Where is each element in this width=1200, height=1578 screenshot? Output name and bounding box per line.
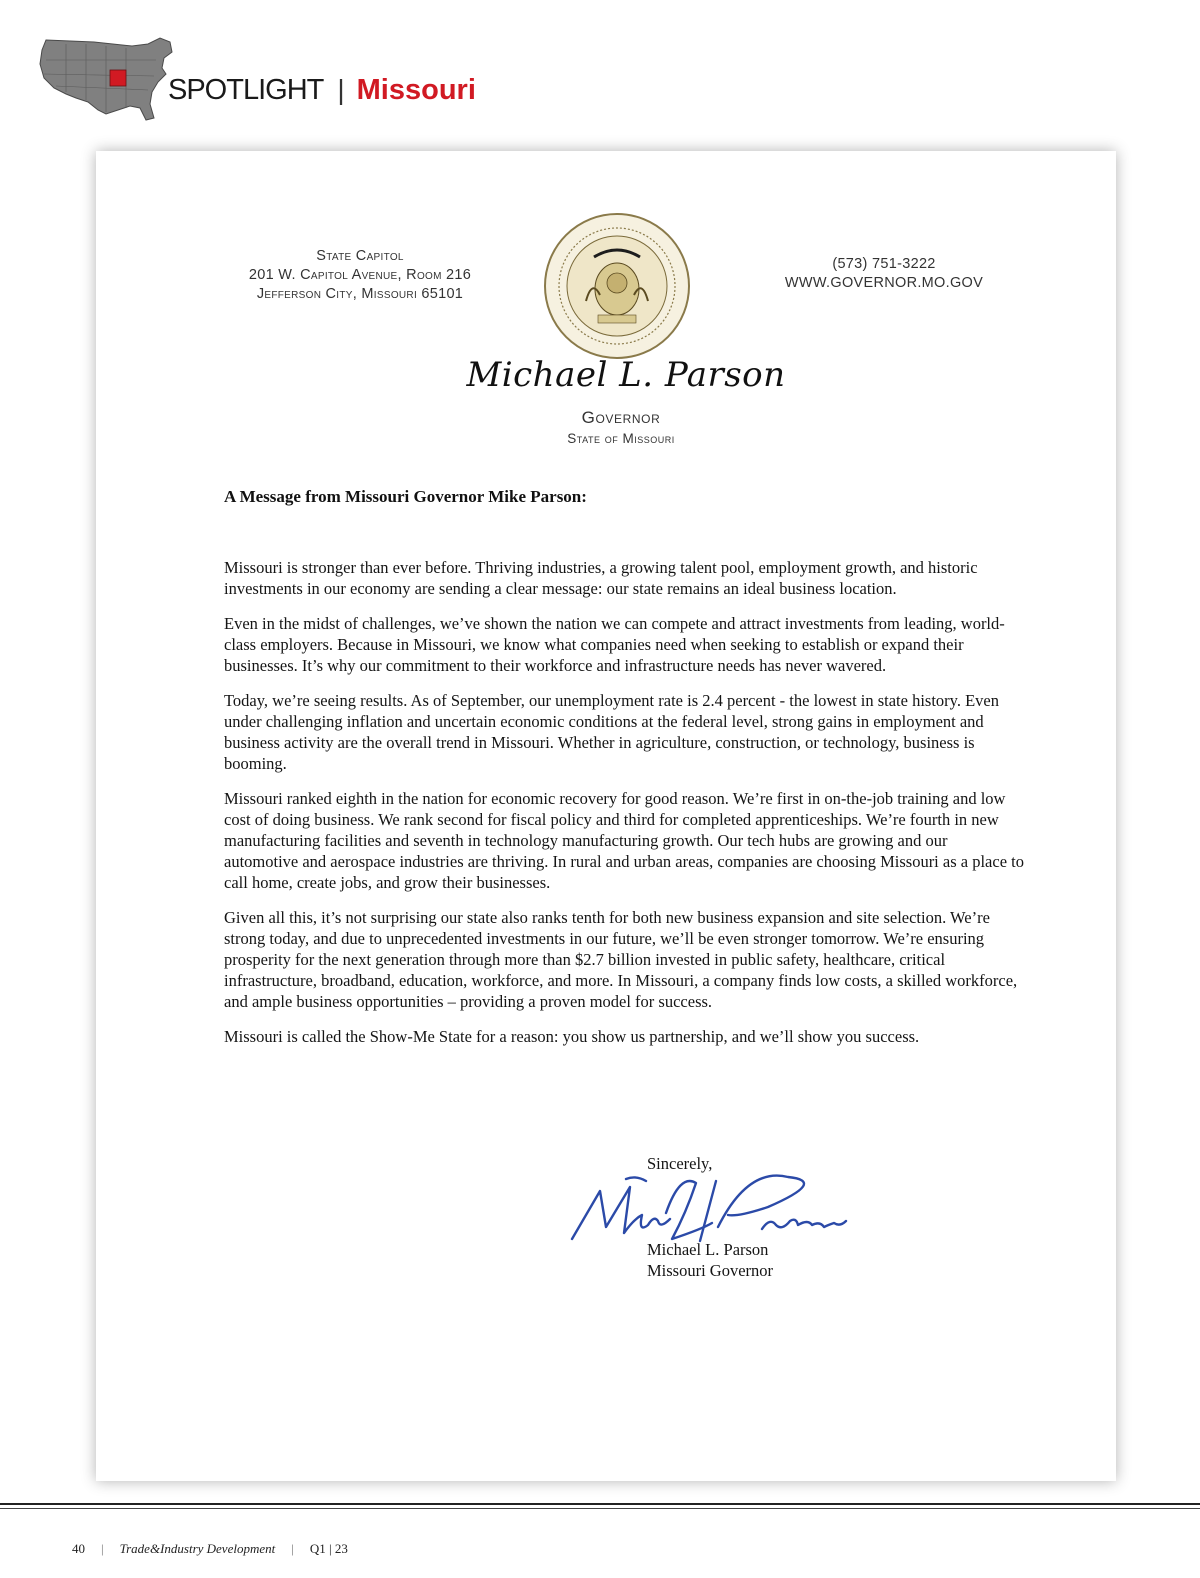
letterhead-script-name: Michael L. Parson	[466, 355, 786, 395]
us-map-icon	[36, 34, 176, 126]
governor-seal-icon	[542, 211, 692, 361]
signer-title: Missouri Governor	[647, 1261, 774, 1280]
footer-divider: |	[101, 1541, 104, 1556]
letter-paragraph: Missouri ranked eighth in the nation for economic recovery for good reason. We’re first in on-the-job training and low cost of doing business. We rank second for fiscal policy and third for completed apprenticeships. We’re fourth in new manufacturing facilities and seventh in technology manufacturing growth. Our tech hubs are growing and our automotive and aerospace industries are thriving. In rural and urban areas, companies are choosing Missouri as a place to call home, create jobs, and grow their businesses.	[224, 789, 1024, 892]
address-line: State Capitol	[316, 248, 404, 264]
state-name: Missouri	[356, 73, 476, 106]
signer-name: Michael L. Parson	[647, 1240, 769, 1259]
letter-closing: Sincerely,	[647, 1154, 713, 1173]
footer-divider: |	[291, 1541, 294, 1556]
letter-paragraph: Missouri is called the Show-Me State for a reason: you show us partnership, and we’ll show you success.	[224, 1027, 920, 1046]
letter-body	[224, 557, 1024, 1061]
issue-label: Q1 | 23	[309, 1541, 348, 1556]
phone-number: (573) 751-3222	[832, 256, 936, 272]
footer-rule-thin	[0, 1508, 1200, 1509]
spotlight-title	[168, 70, 476, 110]
letter-paragraph: Missouri is stronger than ever before. Thriving industries, a growing talent pool, employment growth, and historic investments in our economy are sending a clear message: our state remains an ideal business location.	[224, 558, 978, 598]
missouri-highlight	[110, 70, 126, 86]
letterhead-contact	[784, 255, 984, 293]
title-divider: |	[337, 74, 345, 105]
letterhead-title: Governor	[581, 408, 661, 427]
letterhead-address	[220, 247, 500, 304]
website-link[interactable]: WWW.GOVERNOR.MO.GOV	[784, 275, 984, 291]
magazine-name: Trade&Industry Development	[119, 1541, 276, 1556]
letter-heading: A Message from Missouri Governor Mike Parson:	[224, 487, 587, 506]
address-line: 201 W. Capitol Avenue, Room 216	[248, 267, 472, 283]
signer-block	[647, 1239, 773, 1281]
letter-paragraph: Today, we’re seeing results. As of September, our unemployment rate is 2.4 percent - the lowest in state history. Even under challenging inflation and uncertain economic conditions at the federal level, strong gains in employment and business activity are the overall trend in Missouri. Whether in agriculture, construction, or technology, business is booming.	[224, 691, 1000, 773]
section-label: SPOTLIGHT	[168, 73, 324, 106]
governor-letter	[96, 151, 1116, 1481]
address-line: Jefferson City, Missouri 65101	[256, 286, 464, 302]
letter-paragraph: Given all this, it’s not surprising our state also ranks tenth for both new business expansion and site selection. We’re strong today, and due to unprecedented investments in our future, we’ll be even stronger tomorrow. We’re ensuring prosperity for the next generation through more than $2.7 billion invested in public safety, healthcare, critical infrastructure, broadband, education, workforce, and more. In Missouri, a company finds low costs, a skilled workforce, and ample business opportunities – providing a proven model for success.	[224, 908, 1018, 1011]
page-number: 40	[72, 1541, 85, 1556]
page-footer	[72, 1541, 348, 1557]
letter-paragraph: Even in the midst of challenges, we’ve shown the nation we can compete and attract investments from leading, world-class employers. Because in Missouri, we know what companies need when seeking to establish or expand their businesses. It’s why our commitment to their workforce and infrastructure needs has never wavered.	[224, 614, 1005, 675]
letterhead-subtitle: State of Missouri	[567, 431, 675, 446]
footer-rule	[0, 1503, 1200, 1505]
